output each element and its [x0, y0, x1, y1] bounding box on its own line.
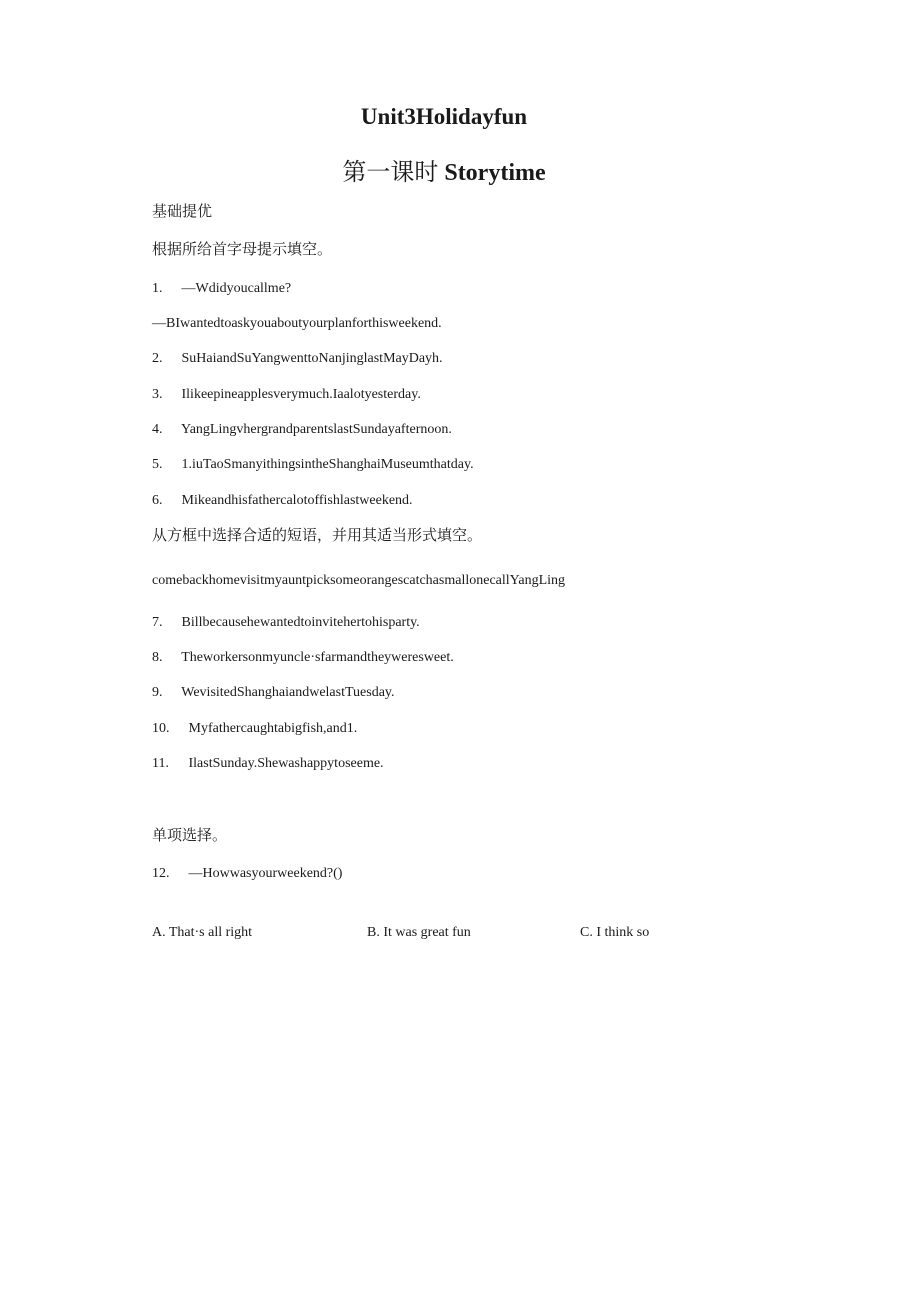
instruction-first-letter: 根据所给首字母提示填空。 [152, 242, 333, 258]
option-b: B. It was great fun [367, 925, 471, 940]
item-text: IlastSunday.Shewashappytoseeme. [188, 756, 384, 771]
item-number: 5. [152, 457, 163, 472]
instruction-multiple-choice: 单项选择。 [152, 828, 228, 844]
item-text: —BIwantedtoaskyouaboutyourplanforthisweekend. [152, 316, 442, 331]
list-item [152, 315, 442, 333]
section-heading-basic: 基础提优 [152, 204, 213, 220]
instruction-choose-phrase: 从方框中选择合适的短语，并用其适当形式填空。 [152, 528, 483, 544]
item-text: Billbecausehewantedtoinvitehertohisparty. [181, 615, 420, 630]
list-item [152, 720, 357, 738]
item-text: SuHaiandSuYangwenttoNanjinglastMayDayh. [181, 351, 443, 366]
list-item [152, 614, 420, 632]
page-title: Unit3Holidayfun [360, 104, 528, 129]
item-text: —Wdidyoucallme? [181, 281, 292, 296]
subtitle-story: Storytime [444, 160, 546, 186]
list-item [152, 386, 421, 404]
item-number: 2. [152, 351, 163, 366]
item-text: Ilikeepineapplesverymuch.Iaalotyesterday. [181, 387, 421, 402]
list-item [152, 280, 291, 298]
item-number: 8. [152, 650, 163, 665]
item-number: 12. [152, 866, 170, 881]
list-item [152, 492, 413, 510]
list-item [152, 649, 454, 667]
item-text: Theworkersonmyuncle·sfarmandtheyweresweet. [181, 650, 454, 665]
item-text: YangLingvhergrandparentslastSundayafternoon. [180, 422, 452, 437]
item-number: 11. [152, 756, 169, 771]
page-subtitle [0, 152, 888, 187]
item-number: 10. [152, 721, 170, 736]
list-item [152, 350, 443, 368]
item-number: 4. [152, 422, 163, 437]
phrase-box: comebackhomevisitmyauntpicksomeorangescatchasmallonecallYangLing [152, 573, 566, 588]
item-text: 1.iuTaoSmanyithingsintheShanghaiMuseumthatday. [181, 457, 474, 472]
item-text: —Howwasyourweekend?() [188, 866, 343, 881]
option-a: A. That·s all right [152, 925, 253, 940]
list-item [152, 456, 474, 474]
option-c: C. I think so [580, 925, 650, 940]
item-number: 9. [152, 685, 163, 700]
item-text: WevisitedShanghaiandwelastTuesday. [181, 685, 395, 700]
item-number: 6. [152, 493, 163, 508]
question-12 [152, 865, 342, 883]
subtitle-lesson: 第一课时 [342, 160, 439, 186]
item-number: 3. [152, 387, 163, 402]
list-item [152, 421, 452, 439]
item-number: 7. [152, 615, 163, 630]
item-text: Myfathercaughtabigfish,and1. [188, 721, 358, 736]
list-item [152, 755, 384, 773]
item-number: 1. [152, 281, 163, 296]
list-item [152, 684, 395, 702]
item-text: Mikeandhisfathercalotoffishlastweekend. [181, 493, 413, 508]
